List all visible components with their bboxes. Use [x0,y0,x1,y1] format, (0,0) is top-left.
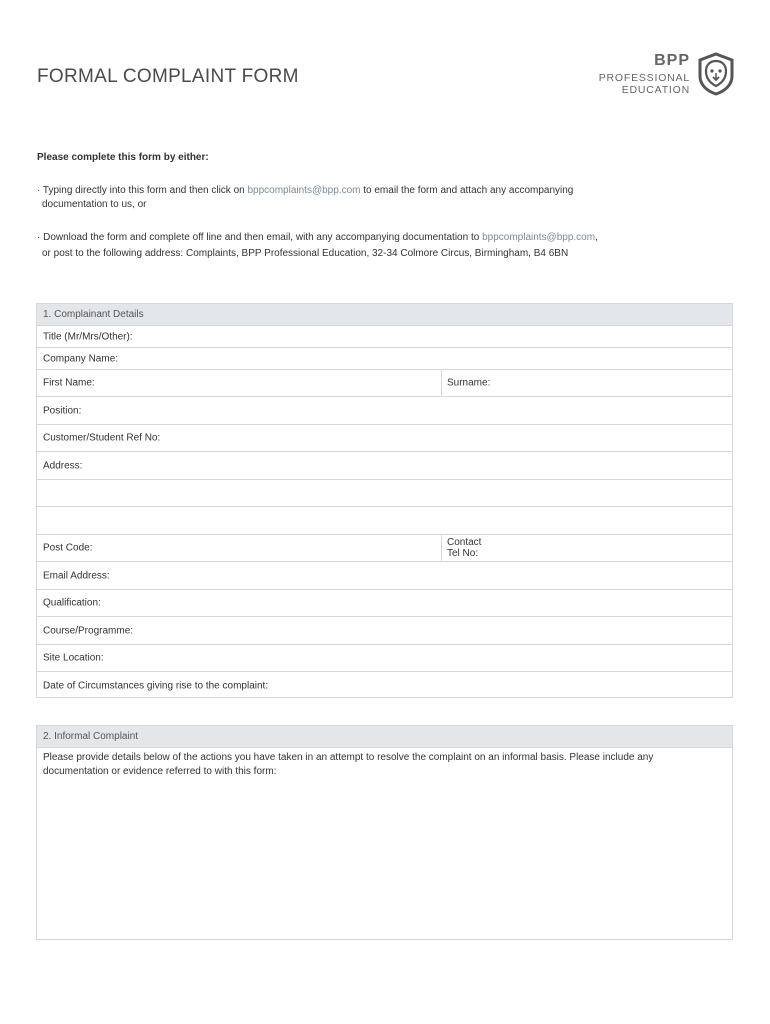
field-label: Company Name: [43,353,119,364]
informal-complaint-textarea[interactable] [37,748,732,782]
field-label: Course/Programme: [43,625,134,636]
logo-line-1: PROFESSIONAL [598,72,690,84]
field-label: Customer/Student Ref No: [43,432,161,444]
first-name-label: First Name: [43,377,95,389]
surname-label: Surname: [447,377,491,389]
lion-shield-icon [697,52,735,96]
field-label: Site Location: [43,652,104,664]
field-label: Address: [43,460,83,471]
bullet-text: to email the form and attach any accompanying [360,185,574,196]
logo-line-2: EDUCATION [621,84,690,96]
name-row [37,370,732,397]
date-of-circumstances-field[interactable] [37,672,732,699]
section-heading: 2. Informal Complaint [37,726,732,748]
instruction-text: Please provide details below of the actions you have taken in an attempt to resolve the complaint on an informal basis. Please include any [43,752,654,763]
complaints-email-link[interactable]: bppcomplaints@bpp.com [482,232,596,243]
field-label: Qualification: [43,597,101,609]
field-label: Date of Circumstances giving rise to the complaint: [43,680,269,691]
complaints-email-link[interactable]: bppcomplaints@bpp.com [247,185,361,196]
field-label: Position: [43,405,82,416]
email-address-field[interactable] [37,562,732,590]
logo-brand: BPP [654,52,690,69]
bullet-text: · Typing directly into this form and then click on [37,185,248,196]
postcode-label: Post Code: [43,542,93,554]
intro-heading: Please complete this form by either: [37,152,209,163]
title-field[interactable] [37,326,732,348]
contact-tel-label: Contact Tel No: [447,537,482,559]
postcode-row [37,535,732,562]
bpp-logo [600,52,740,100]
address-line-3[interactable] [37,507,732,535]
bullet-text: , [595,232,598,243]
page-title: FORMAL COMPLAINT FORM [37,66,299,87]
field-label: Email Address: [43,570,110,581]
company-name-field[interactable] [37,348,732,370]
instruction-text: documentation or evidence referred to with this form: [43,766,277,777]
address-field[interactable] [37,452,732,480]
position-field[interactable] [37,397,732,425]
bullet-text-line2: documentation to us, or [42,199,147,210]
section-heading: 1. Complainant Details [37,304,732,326]
instruction-bullet-download [37,231,677,261]
site-location-field[interactable] [37,645,732,672]
surname-field[interactable] [441,370,491,396]
bullet-text: · Download the form and complete off line and then email, with any accompanying documentation to [37,232,483,243]
ref-no-field[interactable] [37,425,732,452]
complainant-details-section [36,303,733,698]
qualification-field[interactable] [37,590,732,617]
contact-tel-field[interactable] [441,535,482,561]
course-programme-field[interactable] [37,617,732,645]
address-line-2[interactable] [37,480,732,507]
field-label: Title (Mr/Mrs/Other): [43,331,133,342]
informal-complaint-section [36,725,733,940]
instruction-bullet-email [37,184,677,212]
bullet-text-line2: or post to the following address: Complaints, BPP Professional Education, 32-34 Colmore Circus, Birmingham, B4 6BN [42,248,569,259]
